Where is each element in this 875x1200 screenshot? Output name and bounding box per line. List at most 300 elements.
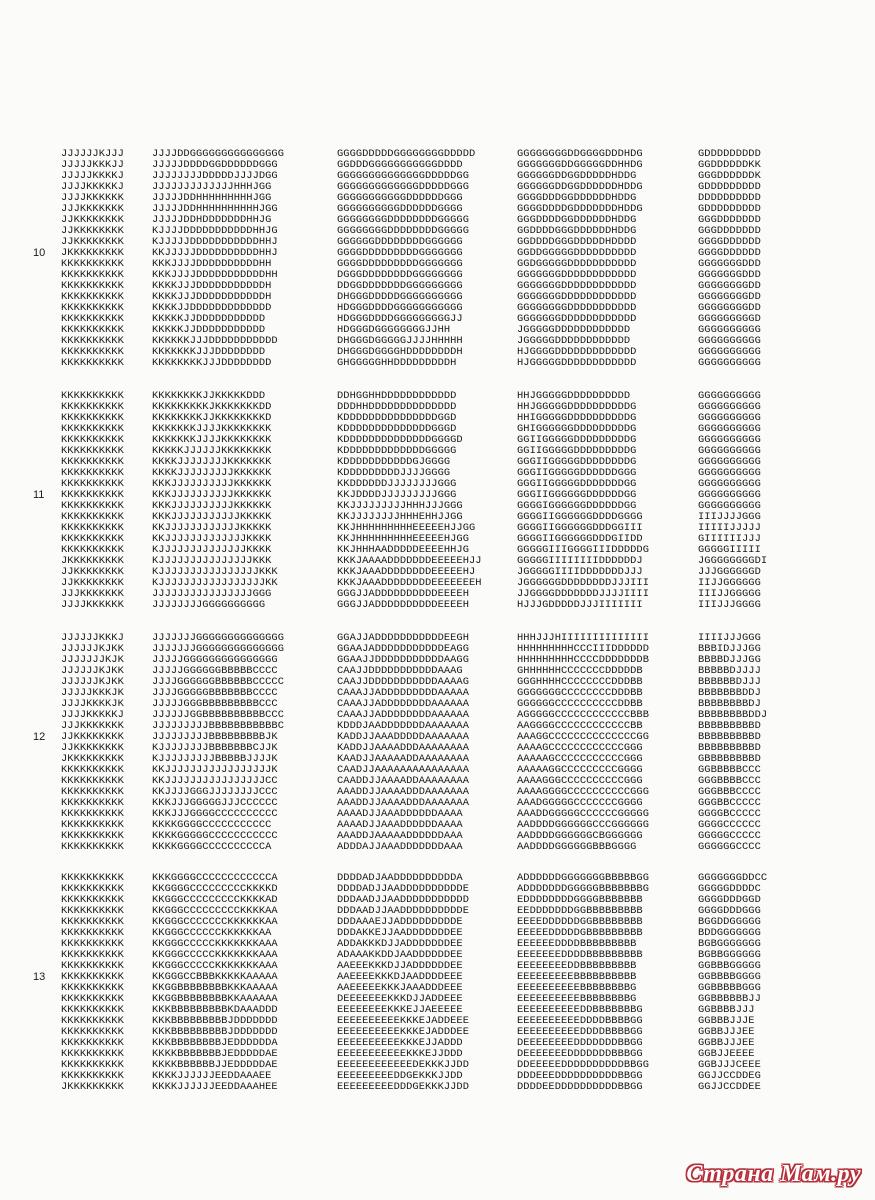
pattern-segment: GGIIGGGGGDDDDDDDDDG — [517, 445, 637, 457]
pattern-segment: EEEEEEEEEEKKKEJJADDD — [337, 1037, 463, 1049]
pattern-segment: GGAAJJDDDDDDDDDDDAAGG — [337, 654, 469, 666]
pattern-segment: DDDEEEDDDDDDDDDDBBGG — [517, 1070, 643, 1082]
pattern-segment: GGGGCCCCCC — [698, 819, 761, 831]
section-number: 10 — [33, 247, 46, 259]
pattern-segment: GHHHHHHCCCCCCCDDDDDB — [517, 665, 643, 677]
pattern-segment: KKKJJJJJJJJJJKKKKKK — [152, 489, 272, 501]
pattern-segment: GBBBBBBBBD — [698, 753, 761, 765]
pattern-segment: GGBBBBBCCC — [698, 764, 761, 776]
pattern-segment: KKKKKKKKKK — [61, 1048, 124, 1060]
pattern-segment: EEEEEEEEEEBBBBBBBBG — [517, 982, 637, 994]
pattern-segment: GGGGGGCCCCCCCCCCDDBB — [517, 698, 643, 710]
pattern-segment: GHIGGGGGGDDDDDDDDDG — [517, 423, 637, 435]
pattern-segment: KKGGGCCCCCKKKKKKKAAA — [152, 960, 278, 972]
pattern-segment: KKKKGGGGGCCCCCCCCCCC — [152, 830, 278, 842]
pattern-segment: KKGGBBBBBBBBKKKAAAAA — [152, 982, 278, 994]
pattern-segment: AAADDGGGGGCCCCCCGGGGG — [517, 808, 649, 820]
pattern-segment: KKKKKKKKJJKKKKKKKKD — [152, 412, 272, 424]
pattern-segment: AAADDJJAAAADDDAAAAAAA — [337, 786, 469, 798]
pattern-segment: GGAJJADDDDDDDDDDDEEGH — [337, 632, 469, 644]
pattern-segment: KKKGGGGCCCCCCCCCCCCA — [152, 872, 278, 884]
pattern-segment: JJJJKKKKKK — [61, 599, 124, 611]
pattern-segment: HHIGGGGGDDDDDDDDDDG — [517, 412, 637, 424]
pattern-segment: KKKKKKKKKK — [61, 445, 124, 457]
pattern-segment: JJJJJJJKJK — [61, 654, 124, 666]
pattern-segment: AADDDDGGGGGGCCCGGGGGG — [517, 819, 649, 831]
pattern-segment: ADDDDDDGGGGGGGBBBBBGG — [517, 872, 649, 884]
pattern-segment: EEEEEEEEEEDDDDBBBBGG — [517, 1026, 643, 1038]
pattern-segment: ADDDDDDDGGGGGBBBBBBBG — [517, 883, 649, 895]
pattern-segment: CAAJJDDDDDDDDDDDAAAAG — [337, 676, 469, 688]
pattern-segment: AAEEEEEKKKJAAADDDEEE — [337, 982, 463, 994]
pattern-segment: JJJJJKKKJJ — [61, 159, 124, 171]
pattern-segment: DDDDEEDDDDDDDDDDBBGG — [517, 1081, 643, 1093]
pattern-segment: GGGGGGGGGG — [698, 500, 761, 512]
pattern-segment: GGGDDDDGGDDDDDDHDDG — [517, 214, 637, 226]
pattern-segment: AGGGGGCCCCCCCCCCCCBBB — [517, 709, 649, 721]
pattern-segment: GGGGGGGGGGDDDDDDGGGG — [337, 203, 463, 215]
pattern-segment: JJJJGGGGGBBBBBBBCCCC — [152, 687, 278, 699]
pattern-segment: EEEEEEEEEEDDDDBBBBGG — [517, 1015, 643, 1027]
pattern-segment: KKKKKKKKKK — [61, 993, 124, 1005]
pattern-segment: GGGGGGGDDD — [698, 258, 761, 270]
pattern-segment: KKKBBBBBBBBBKDAAADDD — [152, 1004, 278, 1016]
pattern-segment: KDDDDDDDDDDDDDDGGGD — [337, 423, 457, 435]
pattern-segment: KKJJJJJJJJJJJJKKKKK — [152, 522, 272, 534]
pattern-segment: KKJJJJJJJJJHHHJJJGGG — [337, 500, 463, 512]
pattern-segment: KKKKKKKKKK — [61, 916, 124, 928]
pattern-segment: EEEEEEEEEEEKKKEJJDDD — [337, 1048, 463, 1060]
pattern-segment: GGGBBCCCCC — [698, 797, 761, 809]
pattern-segment: GGBBJJJEE — [698, 1026, 755, 1038]
pattern-segment: GGGGIGGGGGGDDDDDDGG — [517, 500, 637, 512]
pattern-segment: EEEEEEEEKKKEJJAEEEEE — [337, 1004, 463, 1016]
pattern-segment: GGGGGGGDDDDDDDDDDDD — [517, 313, 637, 325]
pattern-segment: KKKKKKJJJDDDDDDDDDDD — [152, 335, 278, 347]
pattern-segment: KKKKKKKKKK — [61, 434, 124, 446]
pattern-segment: KKKKKKKKKK — [61, 412, 124, 424]
pattern-segment: HJJJGDDDDDJJJIIIIIII — [517, 599, 643, 611]
pattern-segment: IIIIJJJGGG — [698, 632, 761, 644]
pattern-segment: GGGIIGGGGGDDDDDDDGG — [517, 478, 637, 490]
pattern-segment: GGGGGGDDGGDDDDDHDDG — [517, 170, 637, 182]
pattern-segment: GGGJJADDDDDDDDDDEEEEH — [337, 588, 469, 600]
pattern-segment: EEEEEDDDDDGBBBBBBBBB — [517, 927, 643, 939]
pattern-segment: KKKKKKKKKK — [61, 1037, 124, 1049]
pattern-segment: GGGGDDDDDD — [698, 236, 761, 248]
pattern-segment: BGBGGGGGGG — [698, 938, 761, 950]
pattern-segment: GGAAJADDDDDDDDDDDEAGG — [337, 643, 469, 655]
pattern-segment: JJJGGGGGGD — [698, 566, 761, 578]
pattern-segment: GGGJJADDDDDDDDDDEEEEH — [337, 599, 469, 611]
pattern-segment: GGGGGGGGDDDDDDDDGGGGG — [337, 214, 469, 226]
pattern-segment: KJJJJJJJJJJJJJJJKKK — [152, 555, 272, 567]
pattern-segment: KKJJJJJDDDDDDDDDDHHJ — [152, 247, 278, 259]
pattern-segment: KKGGGCCCCCCCCCKKKKAA — [152, 905, 278, 917]
pattern-segment: KKKKKKKKKK — [61, 280, 124, 292]
pattern-segment: KKKKKKKKJJJDDDDDDDD — [152, 357, 272, 369]
pattern-segment: GGGGDDDGGD — [698, 894, 761, 906]
pattern-segment: KDDDDDDDDDJJJJGGGG — [337, 467, 451, 479]
pattern-row — [0, 358, 875, 369]
pattern-segment: KKKKJJJDDDDDDDDDDDH — [152, 291, 272, 303]
pattern-segment: JJJJJJJJJJJJJHHHJGG — [152, 181, 272, 193]
pattern-segment: KKJDDDDJJJJJJJJJGGG — [337, 489, 457, 501]
pattern-segment: KKKKKKKKKK — [61, 775, 124, 787]
pattern-segment: GGGGGGGGDD — [698, 302, 761, 314]
pattern-segment: AAAADJJAAADDDDDDAAAA — [337, 819, 463, 831]
pattern-segment: DEEEEEEEDDDDDDDBBBGG — [517, 1048, 643, 1060]
pattern-segment: ADAAAKKDDJAADDDDDDEE — [337, 949, 463, 961]
pattern-segment: JJJKKKKKKK — [61, 720, 124, 732]
pattern-segment: JJJKKKKKKK — [61, 203, 124, 215]
pattern-segment: KKKKKKKKKK — [61, 971, 124, 983]
pattern-segment: KJJJJJDDDDDDDDDDDHHJ — [152, 236, 278, 248]
pattern-segment: AAADDJJAAAADDDAAAAAAA — [337, 797, 469, 809]
pattern-segment: AAAAAGGCCCCCCCCCGGGG — [517, 764, 643, 776]
pattern-segment: JJJJJJGGBBBBBBBBBBCCC — [152, 709, 284, 721]
pattern-segment: GHGGGGGHHDDDDDDDDDH — [337, 357, 457, 369]
pattern-segment: KADDJJAAADDDDDAAAAAAA — [337, 731, 469, 743]
pattern-segment: GGGGGGGGGGGGGGDDDDDGG — [337, 170, 469, 182]
pattern-segment: KDDDJAADDDDDDDAAAAAAA — [337, 720, 469, 732]
pattern-segment: KKKKKKKKKK — [61, 949, 124, 961]
pattern-segment: EDDDDDDDDGGGGBBBBBBB — [517, 894, 643, 906]
pattern-segment: KKKKGGGGCCCCCCCCCCA — [152, 841, 272, 853]
pattern-segment: DDGGDDDDDDDGGGGGGGGG — [337, 280, 463, 292]
pattern-segment: GGGGGGGGGGGDDDDDDGGG — [337, 192, 463, 204]
pattern-segment: KKKKKKKKKK — [61, 511, 124, 523]
pattern-segment: KKJHHHHHHHHHEEEEEHJJGG — [337, 522, 476, 534]
pattern-segment: JGGGGGDDDDDDDDDDDD — [517, 335, 631, 347]
pattern-segment: BBBBBBBBBD — [698, 720, 761, 732]
pattern-segment: KKKKKKKKKK — [61, 302, 124, 314]
pattern-segment: GGGGIIGGGGGGDDDGIIDD — [517, 533, 643, 545]
pattern-segment: BBBBBBBBBD — [698, 742, 761, 754]
pattern-segment: KKKKJJJJJJEEDDAAAHEE — [152, 1081, 278, 1093]
pattern-segment: KKKKKKKKKK — [61, 401, 124, 413]
pattern-segment: DDDDADJAADDDDDDDDDDA — [337, 872, 463, 884]
pattern-segment: AAADGGGGGCCCCCCCGGGG — [517, 797, 643, 809]
pattern-segment: KKKKKKKKKK — [61, 1004, 124, 1016]
pattern-segment: JJJJJGGGGGGBBBBBCCCC — [152, 665, 278, 677]
pattern-segment: GGBJJEEEE — [698, 1048, 755, 1060]
pattern-block-13 — [0, 873, 875, 1093]
pattern-segment: KKKKKKKKKK — [61, 1026, 124, 1038]
pattern-segment: KKKKKKKKKK — [61, 1059, 124, 1071]
pattern-segment: KKKBBBBBBBBBJDDDDDDD — [152, 1015, 278, 1027]
pattern-segment: JJJJJJJGGGGGGGGGGGGGG — [152, 643, 284, 655]
pattern-segment: BBBBBDJJJJ — [698, 665, 761, 677]
pattern-segment: GGDDGGGGGDDDDDDDDDD — [517, 247, 637, 259]
pattern-segment: KKJHHHAADDDDDEEEEHHJG — [337, 544, 469, 556]
pattern-segment: JJJJJJJJJJJJJJJJGGG — [152, 588, 272, 600]
pattern-segment: GGGGGGGGGG — [698, 324, 761, 336]
pattern-segment: KKJJJJJJJJJJJJJJJJCC — [152, 775, 278, 787]
pattern-segment: KDDDDDDDDDDDDDDGGGGD — [337, 434, 463, 446]
pattern-segment: GGGGGGGGGG — [698, 434, 761, 446]
pattern-segment: JJJJJKKKJK — [61, 687, 124, 699]
pattern-segment: GGGGGGDDGGDDDDDDHDDG — [517, 181, 643, 193]
pattern-segment: EEEEEEEEEEBBBBBBBBG — [517, 993, 637, 1005]
pattern-segment: KKKKKKKJJJJKKKKKKKK — [152, 434, 272, 446]
pattern-segment: CAADJJAAAAAAAAAAAAAAA — [337, 764, 469, 776]
pattern-segment: KJJJJJJJJJBBBBBJJJJK — [152, 753, 278, 765]
pattern-segment: KKKJJJGGGGGJJJCCCCCC — [152, 797, 278, 809]
pattern-segment: DDEEEEEDDDDDDDDDDBBGG — [517, 1059, 649, 1071]
pattern-segment: EEEEEEEEEDDGEKKKJJDD — [337, 1070, 463, 1082]
site-watermark: Страна Мам.ру — [686, 1161, 861, 1187]
pattern-segment: AADDDDGGGGGGCBGGGGGG — [517, 830, 643, 842]
pattern-segment: JJGGGGDDDDDDDJJJJIIII — [517, 588, 649, 600]
pattern-segment: GGDDDDGGGDDDDDDHDDG — [517, 225, 637, 237]
pattern-segment: KKKKKKKJJJDDDDDDDD — [152, 346, 266, 358]
pattern-segment: BBBBBBBBDDJ — [698, 709, 768, 721]
pattern-segment: AAAAGGGGCCCCCCCCCCGGG — [517, 786, 649, 798]
pattern-segment: JJJJJJKJKK — [61, 676, 124, 688]
pattern-segment: BBBBDJJJGG — [698, 654, 761, 666]
pattern-segment: GGGGGGGGGG — [698, 357, 761, 369]
pattern-segment: JGGGGGDDDDDDDDDDDD — [517, 324, 631, 336]
pattern-segment: KKKKKKKKKK — [61, 797, 124, 809]
pattern-segment: GGDDDDDDKK — [698, 159, 761, 171]
pattern-segment: KKKKKKKKKK — [61, 841, 124, 853]
pattern-row — [0, 1082, 875, 1093]
pattern-segment: KKGGBBBBBBBBKKAAAAAA — [152, 993, 278, 1005]
pattern-segment: JJKKKKKKKK — [61, 225, 124, 237]
pattern-segment: EEDDDDDDDGGBBBBBBBBB — [517, 905, 643, 917]
pattern-segment: KKGGGCCCCCKKKKKKKAAA — [152, 949, 278, 961]
pattern-segment: KKKKKKKKKK — [61, 938, 124, 950]
pattern-segment: HDGGGDDDDGGGGGGGGGJJ — [337, 313, 463, 325]
pattern-segment: GGDDDGGGGGGGGGGGDDDD — [337, 159, 463, 171]
pattern-segment: KKKKKJJJJJJKKKKKKKK — [152, 445, 272, 457]
pattern-segment: GGGGGGGGGG — [698, 467, 761, 479]
pattern-segment: EEEEEEEEEEKKKEJADDEEE — [337, 1015, 469, 1027]
pattern-segment: CAADDJJAAAADDAAAAAAAA — [337, 775, 469, 787]
pattern-segment: EEEEEEEEEDDDGEKKKJJDD — [337, 1081, 469, 1093]
pattern-block-11 — [0, 391, 875, 611]
pattern-segment: KKKKKKKKKK — [61, 819, 124, 831]
pattern-segment: KKJHHHHHHHHHEEEEEHJGG — [337, 533, 469, 545]
pattern-segment: KKKKKKKKKK — [61, 533, 124, 545]
pattern-segment: DDDDDDDDDD — [698, 192, 761, 204]
pattern-segment: IIIIIJJJJJ — [698, 522, 761, 534]
pattern-segment: HJGGGGGDDDDDDDDDDDD — [517, 357, 637, 369]
pattern-segment: KKGGGCCCCCCCCCKKKKAD — [152, 894, 278, 906]
pattern-segment: JKKKKKKKKK — [61, 1081, 124, 1093]
pattern-segment: KKKKJJDDDDDDDDDDDDD — [152, 302, 272, 314]
pattern-segment: JJKKKKKKKK — [61, 214, 124, 226]
pattern-segment: JJKKKKKKKK — [61, 566, 124, 578]
pattern-segment: JJJJJDDDDGGDDDDDDGGG — [152, 159, 278, 171]
pattern-segment: GGBBBBJJJ — [698, 1004, 755, 1016]
pattern-segment: DGGGDDDDDDDDGGGGGGGG — [337, 269, 463, 281]
pattern-segment: GGDDDDGGGDDDDDHDDDD — [517, 236, 637, 248]
pattern-segment: GGGGGGGCCCCCCCCDDDBB — [517, 687, 643, 699]
pattern-segment: GGGDDDDDDD — [698, 225, 761, 237]
pattern-segment: KDDDDDDDDDDDDDDDGGD — [337, 412, 457, 424]
pattern-segment: GGGGDDDDDGGGGGGGGDDDDD — [337, 148, 476, 160]
pattern-segment: GGGGGGGGGD — [698, 313, 761, 325]
pattern-segment: KKKKKKKKKK — [61, 872, 124, 884]
pattern-segment: KKKJAAADDDDDDDDEEEEEEEH — [337, 577, 482, 589]
pattern-segment: GGGGGGGDDD — [698, 269, 761, 281]
pattern-segment: GGGGDDDGGG — [698, 905, 761, 917]
pattern-segment: GGDGGGGGDDDDDDDDDDD — [517, 258, 637, 270]
pattern-segment: DDHGGHHDDDDDDDDDDDD — [337, 390, 457, 402]
pattern-segment: JJJJJGGGGGGGGGGGGGGG — [152, 654, 278, 666]
pattern-segment: KKKJJJGGGGCCCCCCCCCC — [152, 808, 278, 820]
pattern-segment: EEEEEEEEDDBBBBBBBBB — [517, 960, 637, 972]
pattern-segment: AAAGGCCCCCCCCCCCCCCGG — [517, 731, 649, 743]
pattern-segment: GGGGGGGGGGGGGDDDDDGGG — [337, 181, 469, 193]
pattern-segment: GGGBBBCCCC — [698, 786, 761, 798]
pattern-segment: IIIJJJJGGG — [698, 511, 761, 523]
pattern-segment: JJJJKKKKKJ — [61, 709, 124, 721]
pattern-segment: JJJJJDDHHHHHHHHHHJGG — [152, 203, 278, 215]
pattern-segment: DEEEEEEEKKKDJJADDEEE — [337, 993, 463, 1005]
pattern-segment: AAAADJJAAADDDDDDAAAA — [337, 808, 463, 820]
pattern-segment: DDDDADJJAADDDDDDDDDDE — [337, 883, 469, 895]
pattern-segment: GGGGGGGGGG — [698, 412, 761, 424]
pattern-segment: KKKKKKKKKK — [61, 313, 124, 325]
pattern-segment: HHJGGGGGDDDDDDDDDDG — [517, 401, 637, 413]
pattern-segment: GGGGGCCCCC — [698, 830, 761, 842]
pattern-segment: GDDDDDDDDD — [698, 148, 761, 160]
pattern-segment: JJJJJJJJGGGGGGGGGG — [152, 599, 266, 611]
pattern-segment: KKKKKKKKKK — [61, 894, 124, 906]
pattern-segment: GGIIGGGGGDDDDDDDDDG — [517, 434, 637, 446]
pattern-segment: GDDDDDDDDD — [698, 181, 761, 193]
pattern-segment: GGGGGGGGGG — [698, 489, 761, 501]
pattern-segment: CAAJJDDDDDDDDDDDAAAG — [337, 665, 463, 677]
pattern-segment: KKKKKKKKKK — [61, 269, 124, 281]
pattern-segment: KKKKKJJDDDDDDDDDDD — [152, 324, 266, 336]
pattern-segment: IIIJJGGGGG — [698, 588, 761, 600]
pattern-segment: KKGGGCCCCCCKKKKKKAA — [152, 927, 272, 939]
pattern-segment: KJJJJJJJJJJJJJJKKKK — [152, 544, 272, 556]
pattern-segment: KKKKKKKKKK — [61, 830, 124, 842]
pattern-segment: KKKKKKKKKJKKKKKKKDD — [152, 401, 272, 413]
pattern-segment: GGBJJJCEEE — [698, 1059, 761, 1071]
pattern-segment: GGGGGIIIGGGGIIIDDDDDG — [517, 544, 649, 556]
pattern-segment: JKKKKKKKKK — [61, 247, 124, 259]
pattern-segment: CAAAJJADDDDDDDDDAAAAA — [337, 687, 469, 699]
pattern-segment: GGGGGGGGGG — [698, 456, 761, 468]
pattern-segment: KKKKGGGGCCCCCCCCCCC — [152, 819, 272, 831]
pattern-block-10 — [0, 149, 875, 369]
pattern-segment: GGGGGGGGGG — [698, 390, 761, 402]
pattern-segment: GGBBBBBBJJ — [698, 993, 761, 1005]
section-number: 12 — [33, 731, 46, 743]
pattern-segment: KJJJJJJJJJJJJJJJJJKK — [152, 577, 278, 589]
pattern-segment: AAEEEEKKKDJAADDDDEEE — [337, 971, 463, 983]
pattern-segment: GGGGGIIIIIIIIDDDDDDJ — [517, 555, 643, 567]
pattern-segment: GGGGGGGDDGGGGGDDHHDG — [517, 159, 643, 171]
pattern-segment: BBBBBBBBBD — [698, 731, 761, 743]
pattern-segment: GGBBJJJEE — [698, 1037, 755, 1049]
pattern-segment: GGGGDDDDGDDDDDDDHDDG — [517, 203, 643, 215]
pattern-segment: KKGGGCCBBBKKKKKAAAAA — [152, 971, 278, 983]
pattern-segment: BBBBBBDJJJ — [698, 676, 761, 688]
pattern-segment: KKKKKKKKKK — [61, 324, 124, 336]
pattern-segment: EEEEEEEEEEDDBBBBBBBG — [517, 1004, 643, 1016]
pattern-segment: GGGGIIGGGGGGDDDGGIII — [517, 522, 643, 534]
pattern-segment: AAAAAGCCCCCCCCCCCGGG — [517, 753, 643, 765]
pattern-segment: GGGBBBBCCC — [698, 775, 761, 787]
pattern-segment: KKKKKKKKKK — [61, 522, 124, 534]
pattern-segment: JGGGGGGDDDDDDDDJJJIII — [517, 577, 649, 589]
pattern-segment: JJJJJJJJJBBBBBBBBBJK — [152, 731, 278, 743]
pattern-segment: KKKKJJJJJJJJKKKKKKK — [152, 456, 272, 468]
pattern-segment: KKKKJJJJJJJJJKKKKKK — [152, 467, 272, 479]
pattern-segment: GGGDDDDDDD — [698, 214, 761, 226]
pattern-segment: KKKJJJJJJJJJJKKKKKK — [152, 478, 272, 490]
pattern-segment: GGGGGIIIII — [698, 544, 761, 556]
pattern-segment: GGGGIIGGGGGGDDDDGGGG — [517, 511, 643, 523]
pattern-segment: GGBBBBBGGG — [698, 982, 761, 994]
pattern-segment: KKKKKJJDDDDDDDDDDD — [152, 313, 266, 325]
pattern-segment: JGGGGGGGGDI — [698, 555, 768, 567]
pattern-segment: GGGGGGGDDCC — [698, 872, 768, 884]
pattern-segment: KKJJJJJJJJJJJJJJJJJK — [152, 764, 278, 776]
pattern-segment: KKGGGGCCCCCCCCCKKKKD — [152, 883, 278, 895]
pattern-segment: BDDGGGGGGG — [698, 927, 761, 939]
pattern-segment: DDDAKKEJJAADDDDDDDEE — [337, 927, 463, 939]
pattern-segment: JJJJJDDHDDDDDDDHHJG — [152, 214, 272, 226]
section-number: 13 — [33, 971, 46, 983]
pattern-row — [0, 600, 875, 611]
pattern-segment: DDDAADJJAADDDDDDDDDDD — [337, 894, 469, 906]
pattern-segment: EEEEEEDDDDBBBBBBBBB — [517, 938, 637, 950]
pattern-segment: GGGIIGGGGGGDDDDDDGG — [517, 489, 637, 501]
pattern-segment: KKKJAAAADDDDDDDEEEEEHJJ — [337, 555, 482, 567]
pattern-segment: JJJJJJKKKJ — [61, 632, 124, 644]
pattern-segment: EEEEDDDDDDGGBBBBBBBB — [517, 916, 643, 928]
pattern-segment: GGGGGGGGDD — [698, 291, 761, 303]
section-number: 11 — [33, 489, 45, 501]
pattern-segment: JJJJGGGGGGBBBBBBCCCCC — [152, 676, 284, 688]
pattern-segment: BGGDDGGGGG — [698, 916, 761, 928]
pattern-segment: KJJJJDDDDDDDDDDDHHJG — [152, 225, 278, 237]
pattern-segment: JJKKKKKKKK — [61, 236, 124, 248]
pattern-segment: HJGGGGDDDDDDDDDDDDD — [517, 346, 637, 358]
pattern-segment: CAAAJJADDDDDDDDAAAAAA — [337, 698, 469, 710]
pattern-segment: KKKJAAADDDDDDDDEEEEEHJ — [337, 566, 476, 578]
pattern-segment: BBBBBBBBDJ — [698, 698, 761, 710]
pattern-segment: EEEEEEEEEEEEDEKKKJJDD — [337, 1059, 469, 1071]
pattern-segment: GGBBBJJJE — [698, 1015, 755, 1027]
pattern-segment: GGGGGGGGGG — [698, 478, 761, 490]
pattern-segment: KKDDDDDDJJJJJJJJGGG — [337, 478, 457, 490]
pattern-segment: KKKKKKKKKK — [61, 467, 124, 479]
pattern-segment: KADDJJAAAADDDAAAAAAAA — [337, 742, 469, 754]
pattern-segment: KJJJJJJJJBBBBBBBCJJK — [152, 742, 278, 754]
pattern-segment: GGGGGGDDDDDDDDGGGGGG — [337, 236, 463, 248]
pattern-segment: KKKBBBBBBBBJEDDDDDDA — [152, 1037, 278, 1049]
pattern-segment: JJJJKKKKKJ — [61, 181, 124, 193]
pattern-segment: KKKJJJJDDDDDDDDDDDHH — [152, 269, 278, 281]
pattern-segment: GDDDDDDDDD — [698, 203, 761, 215]
pattern-segment: DDDAAAEJJADDDDDDDDDE — [337, 916, 463, 928]
pattern-segment: JJKKKKKKKK — [61, 577, 124, 589]
pattern-segment: JJKKKKKKKK — [61, 742, 124, 754]
pattern-segment: JJJJJJJJDDDDDJJJJDGG — [152, 170, 278, 182]
pattern-segment: DDDAADJJAADDDDDDDDDDE — [337, 905, 469, 917]
pattern-segment: GGGGDDDDDDDDDGGGGGGG — [337, 258, 463, 270]
pattern-segment: KAADJJAAAAADDAAAAAAAA — [337, 753, 469, 765]
